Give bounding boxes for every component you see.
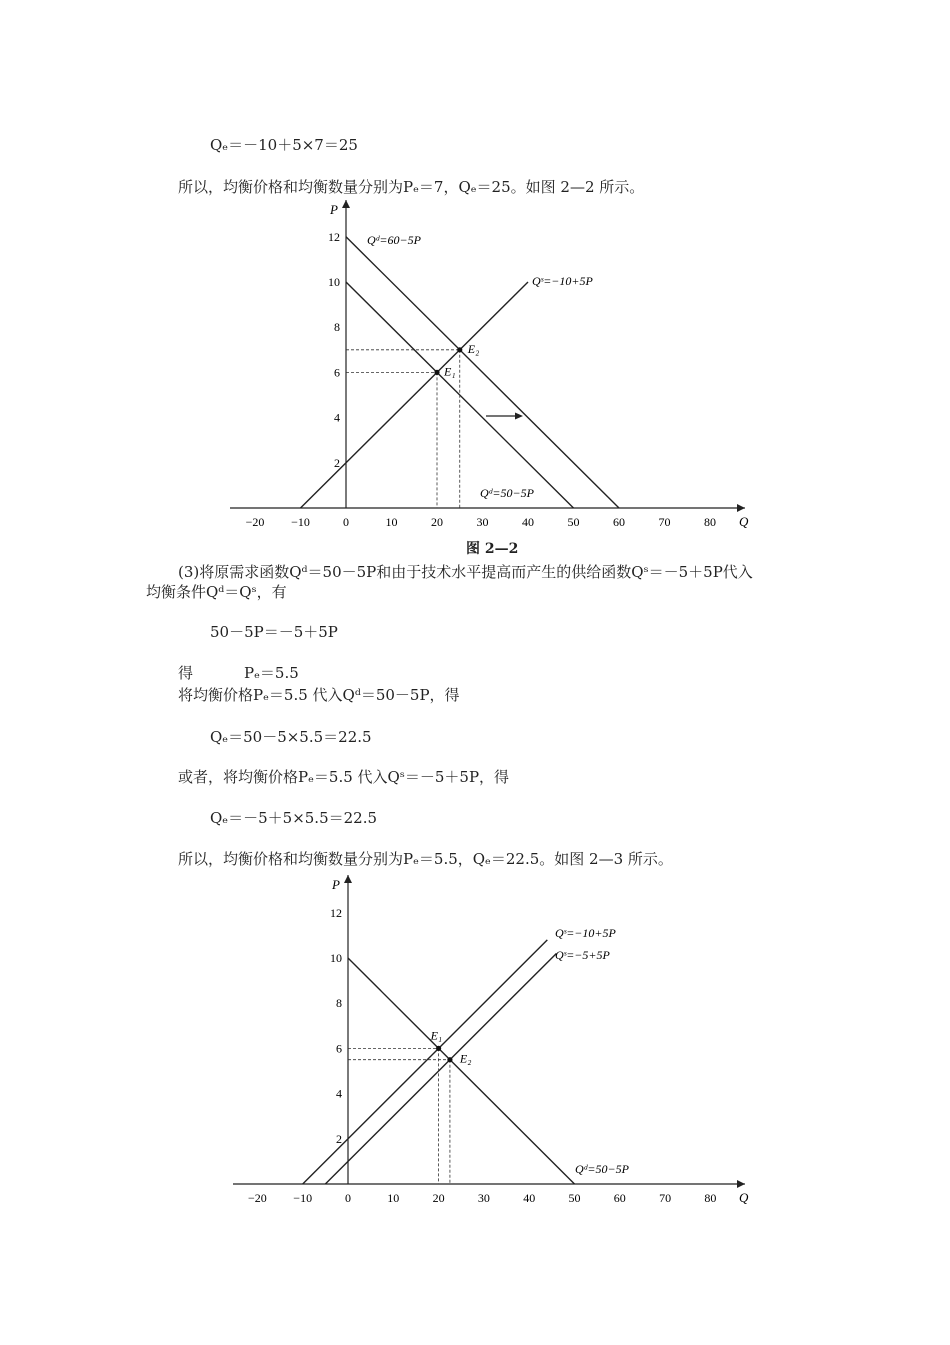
equation-qe-2: Qₑ＝50－5×5.5＝22.5	[210, 728, 372, 746]
x-tick-label: −10	[293, 1191, 313, 1205]
pe-result: Pₑ＝5.5	[244, 664, 299, 682]
x-tick-label: 0	[345, 1191, 351, 1205]
equilibrium-label: E₁	[444, 364, 456, 379]
equilibrium-point	[447, 1057, 452, 1062]
series-label: Qᵈ=50−5P	[480, 486, 534, 500]
x-tick-label: 40	[523, 1191, 536, 1205]
y-tick-label: 10	[330, 951, 342, 965]
y-tick-label: 12	[328, 229, 340, 244]
x-tick-label: 80	[704, 1191, 717, 1205]
x-axis-arrow	[737, 504, 745, 512]
series-line	[348, 958, 575, 1184]
x-axis-label: Q	[739, 514, 749, 529]
y-tick-label: 10	[328, 275, 340, 289]
y-tick-label: 6	[336, 1041, 342, 1056]
x-tick-label: 30	[477, 1191, 490, 1205]
series-line	[325, 953, 556, 1184]
x-axis-label: Q	[739, 1190, 749, 1205]
series-line	[303, 940, 548, 1184]
y-tick-label: 8	[336, 996, 342, 1011]
x-tick-label: 0	[343, 515, 349, 529]
x-tick-label: 30	[476, 515, 489, 529]
x-tick-label: 50	[568, 1191, 581, 1205]
y-tick-label: 2	[334, 455, 340, 470]
y-axis-arrow	[344, 875, 352, 883]
y-tick-label: 8	[334, 320, 340, 335]
x-tick-label: 70	[659, 1191, 672, 1205]
series-label: Qˢ=−5+5P	[555, 948, 610, 962]
x-tick-label: 10	[385, 515, 398, 529]
series-label: Qˢ=−10+5P	[555, 926, 616, 940]
substitute-demand: 将均衡价格Pₑ＝5.5 代入Qᵈ＝50－5P，得	[178, 686, 460, 704]
equation-solve: 50－5P＝－5＋5P	[210, 623, 338, 641]
y-tick-label: 12	[330, 905, 342, 920]
x-tick-label: 60	[613, 1191, 626, 1205]
para3-line2: 均衡条件Qᵈ＝Qˢ，有	[146, 583, 287, 601]
x-tick-label: −20	[245, 515, 265, 529]
series-label: Qᵈ=50−5P	[575, 1162, 629, 1176]
figure-2-3	[0, 870, 950, 1215]
equation-qe-3: Qₑ＝－5＋5×5.5＝22.5	[210, 809, 378, 827]
equilibrium-label: E₂	[467, 341, 480, 356]
y-axis-arrow	[342, 200, 350, 208]
x-tick-label: −10	[291, 515, 310, 529]
x-tick-label: 40	[522, 515, 534, 529]
equation-qe-1: Qₑ＝－10＋5×7＝25	[210, 136, 358, 154]
x-tick-label: −20	[248, 1191, 267, 1205]
x-tick-label: 20	[432, 1191, 445, 1205]
equilibrium-label: E₁	[430, 1028, 443, 1043]
series-line	[301, 282, 529, 508]
y-axis-label: P	[332, 877, 340, 892]
equilibrium-point	[434, 370, 439, 375]
para3-line1: (3)将原需求函数Qᵈ＝50－5P和由于技术水平提高而产生的供给函数Qˢ＝－5＋5P代入	[178, 563, 753, 581]
y-axis-label: P	[330, 202, 338, 217]
shift-arrow-head	[515, 413, 523, 420]
figure-2-2	[0, 195, 950, 545]
x-tick-label: 80	[704, 515, 716, 529]
x-tick-label: 20	[431, 515, 443, 529]
substitute-supply: 或者，将均衡价格Pₑ＝5.5 代入Qˢ＝－5＋5P，得	[178, 768, 510, 786]
series-label: Qᵈ=60−5P	[367, 233, 421, 247]
series-label: Qˢ=−10+5P	[532, 274, 593, 288]
conclusion-line-1: 所以，均衡价格和均衡数量分别为Pₑ＝7，Qₑ＝25。如图 2—2 所示。	[178, 178, 645, 196]
get-label: 得	[178, 664, 194, 682]
x-tick-label: 70	[658, 515, 671, 529]
x-tick-label: 60	[613, 515, 625, 529]
equilibrium-label: E₂	[459, 1051, 472, 1066]
conclusion-line-2: 所以，均衡价格和均衡数量分别为Pₑ＝5.5，Qₑ＝22.5。如图 2—3 所示。	[178, 850, 673, 868]
y-tick-label: 6	[334, 365, 340, 380]
equilibrium-point	[457, 347, 462, 352]
y-tick-label: 4	[334, 410, 340, 425]
figure-caption-2-2: 图 2—2	[466, 541, 519, 557]
x-tick-label: 10	[387, 1191, 400, 1205]
x-axis-arrow	[737, 1180, 745, 1188]
x-tick-label: 50	[567, 515, 580, 529]
y-tick-label: 2	[336, 1131, 342, 1146]
y-tick-label: 4	[336, 1086, 342, 1101]
equilibrium-point	[436, 1046, 441, 1051]
